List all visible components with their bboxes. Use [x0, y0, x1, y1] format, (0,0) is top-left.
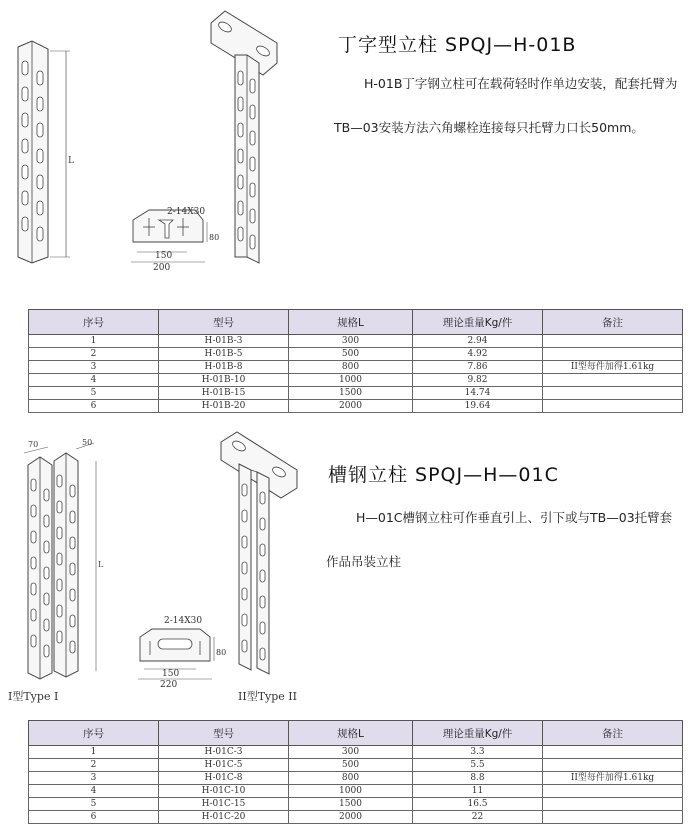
cell-length: 2000	[289, 400, 413, 413]
product-title: 槽钢立柱 SPQJ—H—01C	[328, 464, 559, 486]
cell-idx: 6	[29, 811, 159, 824]
channel-post-type2-drawing	[215, 430, 305, 680]
hole-spec-label: 2-14X30	[167, 207, 206, 217]
cell-length: 500	[289, 759, 413, 772]
cell-note	[543, 811, 683, 824]
cell-model: H-01B-15	[159, 387, 289, 400]
cell-note	[543, 387, 683, 400]
cell-length: 800	[289, 361, 413, 374]
length-dim-label: L	[68, 156, 74, 166]
hole-spec-label: 2-14X30	[164, 616, 203, 626]
channel-post-type1-drawing	[18, 435, 108, 685]
cell-note	[543, 798, 683, 811]
cell-length: 1500	[289, 387, 413, 400]
table-row	[29, 335, 683, 348]
cell-weight: 14.74	[413, 387, 543, 400]
table-row	[29, 348, 683, 361]
header-idx: 序号	[29, 721, 159, 746]
product-title: 丁字型立柱 SPQJ—H-01B	[338, 34, 577, 56]
dim-80-label: 80	[209, 233, 220, 242]
cell-idx: 2	[29, 759, 159, 772]
cell-weight: 11	[413, 785, 543, 798]
dim-150-label: 150	[162, 669, 180, 679]
cell-weight: 5.5	[413, 759, 543, 772]
dim-150-label: 150	[155, 251, 173, 261]
cell-idx: 2	[29, 348, 159, 361]
header-length: 规格L	[289, 721, 413, 746]
cell-model: H-01C-20	[159, 811, 289, 824]
cell-idx: 3	[29, 772, 159, 785]
cell-length: 1000	[289, 785, 413, 798]
cell-note	[543, 348, 683, 361]
cell-model: H-01B-5	[159, 348, 289, 361]
cell-length: 300	[289, 335, 413, 348]
dim-220-label: 220	[160, 680, 178, 690]
header-length: 规格L	[289, 310, 413, 335]
table-row	[29, 400, 683, 413]
t-post-drawing	[205, 5, 290, 270]
spec-table	[28, 720, 683, 824]
cell-model: H-01C-8	[159, 772, 289, 785]
cell-idx: 1	[29, 335, 159, 348]
cell-weight: 3.3	[413, 746, 543, 759]
cell-note	[543, 785, 683, 798]
cell-idx: 4	[29, 785, 159, 798]
table-header-row	[29, 310, 683, 335]
table-row	[29, 772, 683, 785]
cell-model: H-01C-15	[159, 798, 289, 811]
cell-model: H-01B-8	[159, 361, 289, 374]
table-header-row	[29, 721, 683, 746]
cell-model: H-01C-3	[159, 746, 289, 759]
cell-length: 800	[289, 772, 413, 785]
cell-weight: 8.8	[413, 772, 543, 785]
dim-200-label: 200	[153, 263, 171, 273]
header-model: 型号	[159, 310, 289, 335]
product-description: H-01B丁字钢立柱可在载荷轻时作单边安装，配套托臂为TB—03安装方法六角螺栓连接每只托臂力口长50mm。	[334, 76, 678, 135]
type2-label: II型Type II	[238, 690, 297, 703]
type1-label: I型Type I	[8, 690, 59, 703]
cell-note	[543, 746, 683, 759]
cell-model: H-01C-5	[159, 759, 289, 772]
header-note: 备注	[543, 721, 683, 746]
cell-idx: 6	[29, 400, 159, 413]
table-row	[29, 361, 683, 374]
table-row	[29, 798, 683, 811]
cell-idx: 3	[29, 361, 159, 374]
cell-weight: 19.64	[413, 400, 543, 413]
spec-table	[28, 309, 683, 413]
table-row	[29, 374, 683, 387]
cell-length: 300	[289, 746, 413, 759]
cell-weight: 2.94	[413, 335, 543, 348]
cell-length: 1000	[289, 374, 413, 387]
product-description: H—01C槽钢立柱可作垂直引上、引下或与TB—03托臂套作品吊装立柱	[326, 510, 673, 569]
table-row	[29, 746, 683, 759]
cell-idx: 5	[29, 387, 159, 400]
dim-80-label: 80	[216, 648, 227, 657]
table-row	[29, 785, 683, 798]
cell-length: 500	[289, 348, 413, 361]
cell-idx: 1	[29, 746, 159, 759]
cell-idx: 4	[29, 374, 159, 387]
cell-weight: 7.86	[413, 361, 543, 374]
header-model: 型号	[159, 721, 289, 746]
cell-weight: 16.5	[413, 798, 543, 811]
cell-note: II型每件加得1.61kg	[543, 772, 683, 785]
cell-length: 2000	[289, 811, 413, 824]
header-idx: 序号	[29, 310, 159, 335]
table-row	[29, 387, 683, 400]
cell-weight: 22	[413, 811, 543, 824]
cell-length: 1500	[289, 798, 413, 811]
dim-70-label: 70	[28, 440, 39, 449]
header-note: 备注	[543, 310, 683, 335]
cell-model: H-01C-10	[159, 785, 289, 798]
cell-idx: 5	[29, 798, 159, 811]
cell-model: H-01B-10	[159, 374, 289, 387]
cell-model: H-01B-3	[159, 335, 289, 348]
cell-note	[543, 374, 683, 387]
length-dim-label: L	[98, 560, 104, 569]
table-row	[29, 759, 683, 772]
cell-note	[543, 400, 683, 413]
cell-note	[543, 759, 683, 772]
angle-post-drawing	[10, 35, 80, 265]
header-weight: 理论重量Kg/件	[413, 310, 543, 335]
cell-weight: 9.82	[413, 374, 543, 387]
cell-model: H-01B-20	[159, 400, 289, 413]
table-row	[29, 811, 683, 824]
cell-note: II型每件加得1.61kg	[543, 361, 683, 374]
product-section-h01c	[0, 430, 693, 836]
cell-weight: 4.92	[413, 348, 543, 361]
header-weight: 理论重量Kg/件	[413, 721, 543, 746]
cell-note	[543, 335, 683, 348]
dim-50-label: 50	[82, 438, 93, 447]
